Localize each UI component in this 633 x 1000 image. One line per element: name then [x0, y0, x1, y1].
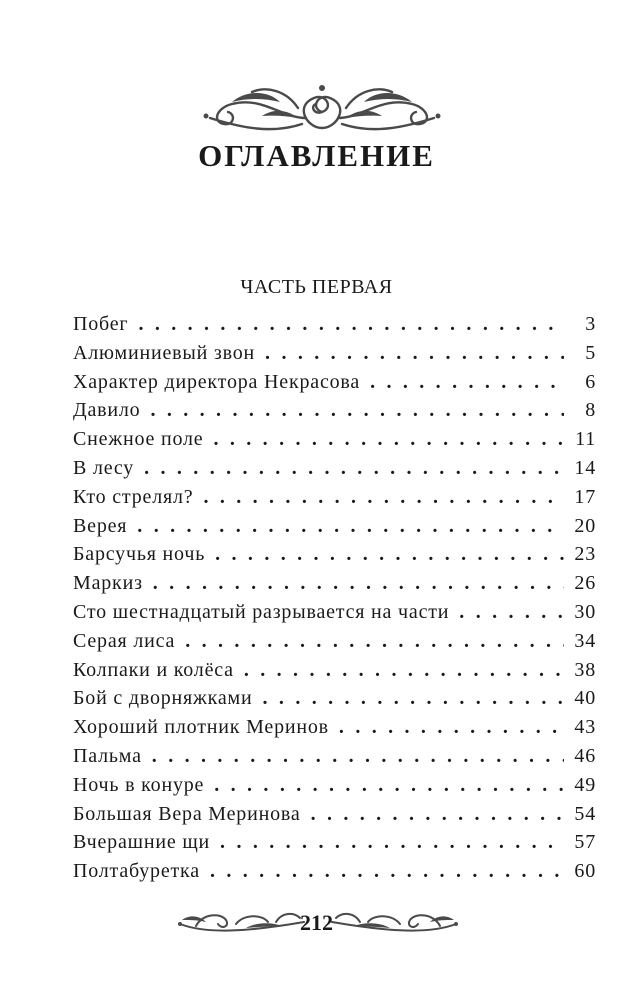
toc-entry: [73, 540, 596, 569]
toc-entry-page: 6: [585, 370, 596, 393]
toc-entry-title: Побег: [73, 313, 129, 335]
toc-entry-title: Кто стрелял?: [73, 485, 194, 508]
toc-dot-leader: [210, 857, 564, 886]
toc-entry: [73, 828, 596, 857]
toc-dot-leader: [370, 368, 564, 397]
toc-entry-page: 49: [574, 773, 596, 796]
toc-dot-leader: [459, 598, 564, 627]
toc-entry: [73, 483, 596, 512]
toc-dot-leader: [220, 828, 564, 857]
toc-entry: [73, 425, 596, 454]
toc-dot-leader: [215, 540, 564, 569]
flourish-ornament-icon: [202, 78, 442, 134]
toc-entry-page: 17: [574, 485, 596, 508]
toc-entry: [73, 656, 596, 685]
table-of-contents: [73, 310, 596, 886]
toc-entry-title: Алюминиевый звон: [73, 341, 256, 364]
toc-entry: [73, 310, 596, 339]
toc-entry-title: Характер директора Некрасова: [73, 370, 361, 393]
toc-dot-leader: [244, 656, 564, 685]
toc-dot-leader: [152, 742, 564, 771]
toc-entry-page: 26: [574, 572, 596, 595]
toc-entry-page: 43: [574, 716, 596, 739]
toc-entry-page: 34: [574, 629, 596, 652]
toc-dot-leader: [311, 800, 564, 829]
toc-entry: [73, 454, 596, 483]
toc-entry-title: Бой с дворняжками: [73, 687, 253, 710]
toc-entry-page: 11: [575, 428, 596, 451]
toc-dot-leader: [153, 569, 564, 598]
toc-entry-title: Большая Вера Меринова: [73, 802, 301, 825]
toc-dot-leader: [138, 310, 564, 339]
toc-entry-page: 5: [585, 341, 596, 364]
toc-dot-leader: [263, 684, 564, 713]
toc-entry-title: Давило: [73, 399, 141, 422]
toc-entry: [73, 857, 596, 886]
toc-entry: [73, 684, 596, 713]
toc-entry-title: Маркиз: [73, 572, 143, 595]
toc-entry-title: Ночь в конуре: [73, 773, 205, 796]
toc-entry-title: Барсучья ночь: [73, 543, 206, 566]
toc-entry-page: 30: [574, 600, 596, 623]
toc-entry: [73, 713, 596, 742]
toc-entry-title: Верея: [73, 514, 128, 537]
toc-entry-page: 23: [574, 543, 596, 566]
toc-dot-leader: [150, 396, 564, 425]
toc-entry-page: 54: [574, 802, 596, 825]
toc-dot-leader: [203, 483, 564, 512]
toc-entry: [73, 800, 596, 829]
toc-entry-title: Вчерашние щи: [73, 831, 211, 854]
toc-dot-leader: [214, 771, 564, 800]
toc-dot-leader: [144, 454, 564, 483]
toc-dot-leader: [213, 425, 564, 454]
toc-entry: [73, 512, 596, 541]
toc-entry-title: Пальма: [73, 744, 142, 767]
toc-dot-leader: [339, 713, 564, 742]
toc-entry-title: Хороший плотник Меринов: [73, 716, 329, 739]
toc-entry: [73, 368, 596, 397]
toc-entry-title: В лесу: [73, 456, 135, 479]
toc-entry: [73, 742, 596, 771]
toc-entry: [73, 598, 596, 627]
toc-entry-title: Полтабуретка: [73, 860, 200, 883]
toc-entry-title: Сто шестнадцатый разрывается на части: [73, 600, 450, 623]
page-number: 212: [300, 910, 333, 935]
toc-entry-page: 40: [574, 687, 596, 710]
toc-entry: [73, 771, 596, 800]
toc-entry-page: 60: [574, 860, 596, 883]
toc-entry-page: 3: [585, 313, 596, 335]
toc-entry-title: Серая лиса: [73, 629, 176, 652]
toc-entry-page: 38: [574, 658, 596, 681]
toc-entry: [73, 627, 596, 656]
toc-dot-leader: [265, 339, 564, 368]
toc-entry-title: Снежное поле: [73, 428, 204, 451]
toc-entry: [73, 396, 596, 425]
part-heading: ЧАСТЬ ПЕРВАЯ: [240, 276, 393, 298]
toc-dot-leader: [137, 512, 564, 541]
toc-entry-page: 20: [574, 514, 596, 537]
toc-entry: [73, 569, 596, 598]
toc-dot-leader: [185, 627, 564, 656]
toc-entry-page: 46: [574, 744, 596, 767]
toc-entry-page: 8: [585, 399, 596, 422]
toc-entry-title: Колпаки и колёса: [73, 658, 234, 681]
toc-entry-page: 57: [574, 831, 596, 854]
toc-entry: [73, 339, 596, 368]
page-title: ОГЛАВЛЕНИЕ: [198, 138, 435, 173]
toc-entry-page: 14: [574, 456, 596, 479]
